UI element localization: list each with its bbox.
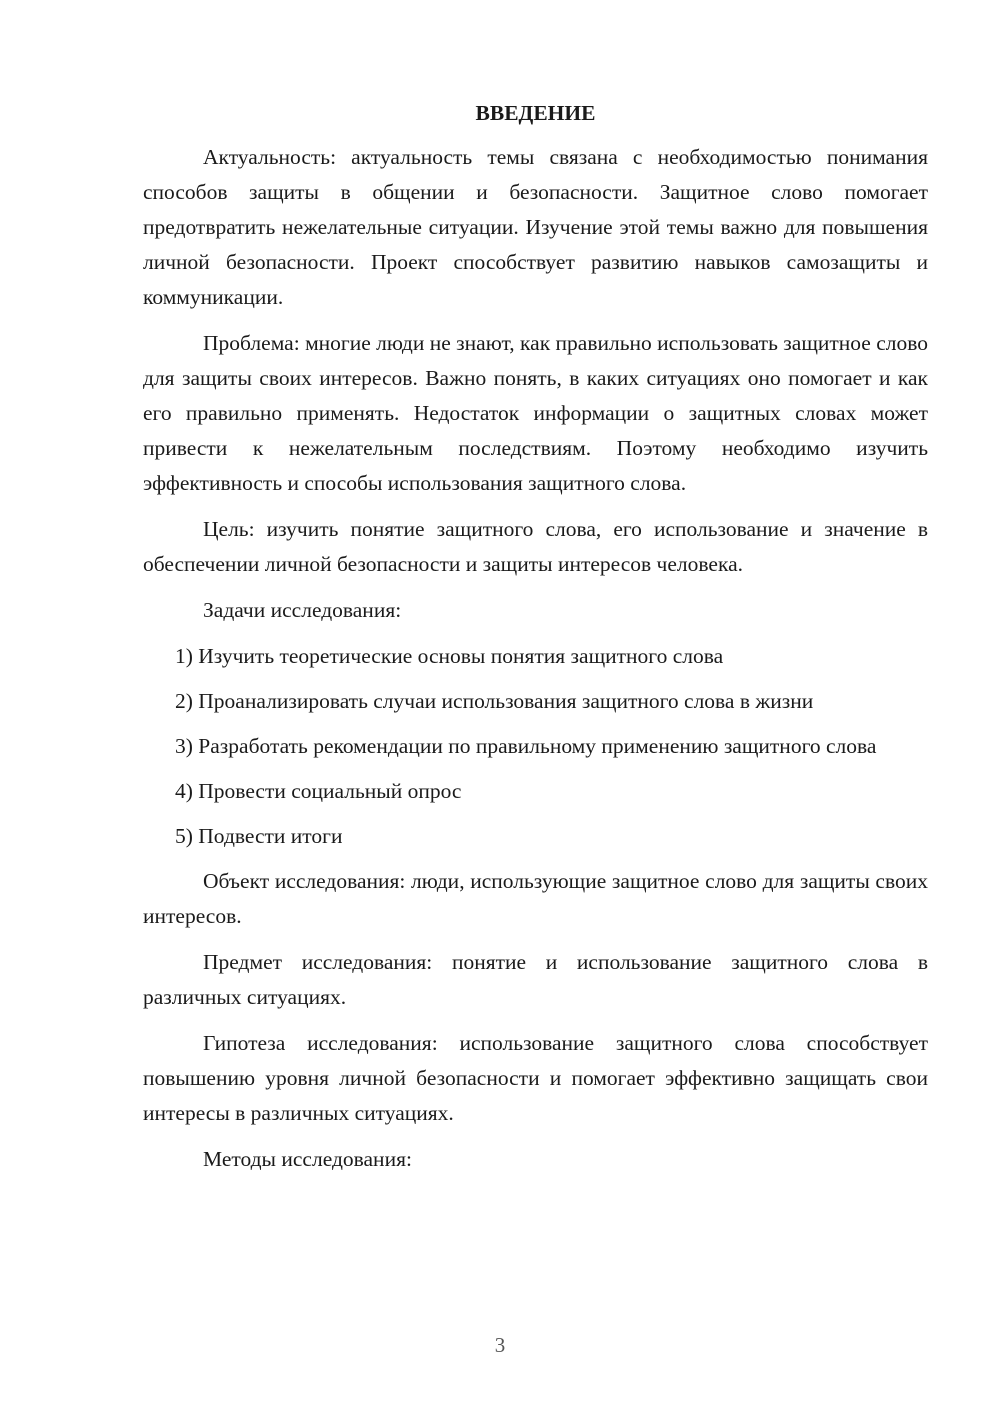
task-item: 5) Подвести итоги [175,824,343,848]
goal-paragraph: Цель: изучить понятие защитного слова, его использование и значение в обеспечении личной безопасности и защиты интересов человека. [143,517,928,576]
problem-paragraph: Проблема: многие люди не знают, как правильно использовать защитное слово для защиты своих интересов. Важно понять, в каких ситуациях оно помогает и как его правильно применять. Недостаток информации о защитных словах может привести к нежелательным последствиям. Поэтому необходимо изучить эффективность и способы использования защитного слова. [143,331,928,495]
task-item: 2) Проанализировать случаи использования защитного слова в жизни [175,689,814,713]
object-paragraph: Объект исследования: люди, использующие защитное слово для защиты своих интересов. [143,869,928,928]
task-item: 4) Провести социальный опрос [175,779,462,803]
methods-label: Методы исследования: [203,1147,412,1171]
hypothesis-paragraph: Гипотеза исследования: использование защитного слова способствует повышению уровня личной безопасности и помогает эффективно защищать свои интересы в различных ситуациях. [143,1031,928,1125]
document-page [143,96,928,1188]
page-number: 3 [494,1333,506,1357]
tasks-label: Задачи исследования: [203,598,402,622]
section-heading: ВВЕДЕНИЕ [475,101,596,125]
relevance-paragraph: Актуальность: актуальность темы связана с необходимостью понимания способов защиты в общении и безопасности. Защитное слово помогает предотвратить нежелательные ситуации. Изучение этой темы важно для повышения личной безопасности. Проект способствует развитию навыков самозащиты и коммуникации. [143,145,928,309]
task-item: 1) Изучить теоретические основы понятия защитного слова [175,644,724,668]
subject-paragraph: Предмет исследования: понятие и использование защитного слова в различных ситуациях. [143,950,928,1009]
task-item: 3) Разработать рекомендации по правильному применению защитного слова [175,734,877,758]
